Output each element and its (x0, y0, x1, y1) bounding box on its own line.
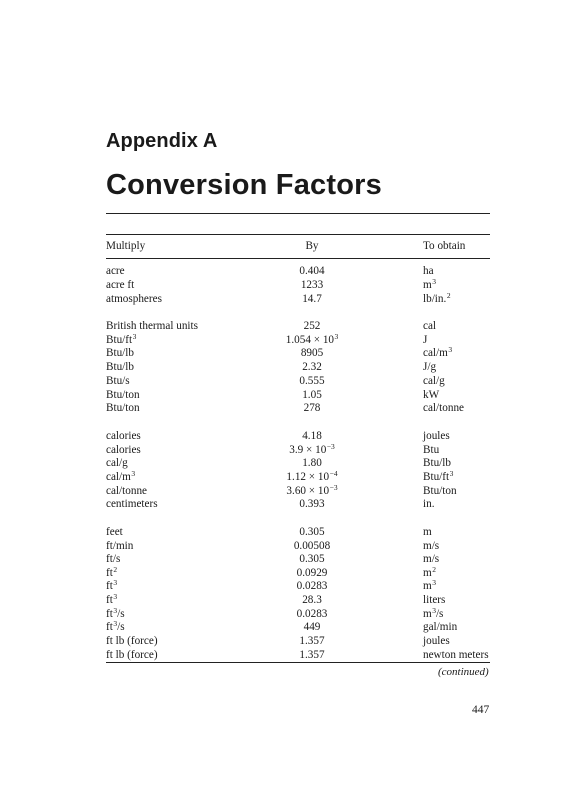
cell-to-obtain: J/g (423, 361, 437, 373)
cell-by: 0.0929 (296, 567, 328, 579)
superscript: 3 (131, 469, 136, 478)
cell-by: 0.00508 (293, 540, 331, 552)
superscript: 2 (113, 565, 118, 574)
superscript: 3 (132, 332, 137, 341)
cell-to-obtain: J (423, 334, 428, 346)
cell-multiply: ft/min (106, 540, 134, 552)
cell-by: 0.0283 (296, 580, 328, 592)
cell-to-obtain: m/s (423, 540, 440, 552)
cell-by: $3.9 \times 10^{-3}$ (289, 442, 335, 456)
cell-by: 0.393 (299, 498, 325, 510)
cell-by: 4.18 (302, 430, 322, 442)
cell-to-obtain: ha (423, 265, 434, 277)
cell-to-obtain: cal/$m^3$ (423, 345, 453, 359)
superscript: 3 (432, 606, 436, 615)
superscript: 3 (113, 606, 118, 615)
table-top-rule (106, 234, 490, 235)
cell-to-obtain: lb/in.$^2$ (423, 291, 451, 305)
page-number: 447 (472, 704, 490, 716)
continued-note: (continued) (438, 666, 489, 678)
superscript: 3 (448, 345, 453, 354)
cell-by: 278 (303, 402, 321, 414)
cell-multiply: feet (106, 526, 123, 538)
cell-to-obtain: cal (423, 320, 437, 332)
cell-by: 1.05 (302, 389, 322, 401)
cell-by: 1.357 (299, 635, 325, 647)
cell-multiply: British thermal units (106, 320, 198, 332)
cell-to-obtain: kW (423, 389, 440, 401)
cell-by: 0.555 (299, 375, 325, 387)
table-bottom-rule (106, 662, 490, 663)
cell-to-obtain: Btu/$ft^3$ (423, 469, 454, 483)
superscript: 3 (334, 332, 339, 341)
superscript: −4 (329, 469, 338, 478)
superscript: 3 (449, 469, 454, 478)
cell-multiply: cal/$m^3$ (106, 469, 136, 483)
cell-multiply: cal/g (106, 457, 128, 469)
cell-to-obtain: Btu (423, 444, 440, 456)
cell-to-obtain: joules (423, 430, 450, 442)
cell-by: 0.404 (299, 265, 325, 277)
table-header-rule (106, 258, 490, 259)
cell-by: $3.60 \times 10^{-3}$ (286, 483, 338, 497)
cell-by: 0.305 (299, 526, 325, 538)
cell-multiply: cal/tonne (106, 485, 148, 497)
cell-multiply: acre ft (106, 279, 135, 291)
cell-by: 2.32 (302, 361, 322, 373)
superscript: 3 (113, 592, 118, 601)
cell-multiply: Btu/ton (106, 389, 140, 401)
header-to-obtain: To obtain (423, 240, 466, 252)
cell-multiply: ft lb (force) (106, 635, 158, 647)
cell-to-obtain: in. (423, 498, 435, 510)
cell-by: 252 (303, 320, 321, 332)
cell-multiply: Btu/s (106, 375, 130, 387)
cell-to-obtain: m (423, 526, 432, 538)
cell-multiply: Btu/lb (106, 347, 134, 359)
cell-to-obtain: $m^2$ (423, 565, 436, 579)
cell-to-obtain: newton meters (423, 649, 489, 661)
cell-by: 28.3 (302, 594, 322, 606)
cell-by: 0.0283 (296, 608, 328, 620)
superscript: −3 (326, 442, 335, 451)
cell-by: $1.054 \times 10^3$ (285, 332, 339, 346)
cell-multiply: acre (106, 265, 125, 277)
cell-to-obtain: liters (423, 594, 446, 606)
cell-to-obtain: cal/tonne (423, 402, 465, 414)
cell-multiply: Btu/lb (106, 361, 134, 373)
cell-to-obtain: $m^3$ (423, 277, 436, 291)
title-rule (106, 213, 490, 214)
cell-multiply: calories (106, 444, 141, 456)
header-by: By (305, 240, 319, 252)
appendix-label: Appendix A (106, 130, 218, 152)
cell-multiply: $ft^3$ (106, 578, 118, 592)
header-multiply: Multiply (106, 240, 146, 252)
cell-multiply: $ft^2$ (106, 565, 118, 579)
cell-to-obtain: cal/g (423, 375, 445, 387)
cell-multiply: $ft^3$ (106, 592, 118, 606)
cell-multiply: $ft^3/s$ (106, 619, 125, 633)
cell-to-obtain: gal/min (423, 621, 458, 633)
superscript: 3 (113, 619, 118, 628)
superscript: 3 (432, 277, 436, 286)
cell-to-obtain: Btu/ton (423, 485, 457, 497)
cell-by: 1.80 (302, 457, 322, 469)
cell-multiply: atmospheres (106, 293, 162, 305)
cell-to-obtain: $m^3/s$ (423, 606, 444, 620)
page-title: Conversion Factors (106, 169, 382, 201)
cell-multiply: calories (106, 430, 141, 442)
superscript: 2 (446, 291, 451, 300)
cell-multiply: $ft^3/s$ (106, 606, 125, 620)
cell-by: 1233 (300, 279, 324, 291)
superscript: −3 (329, 483, 338, 492)
cell-multiply: ft/s (106, 553, 121, 565)
superscript: 3 (432, 578, 436, 587)
cell-multiply: ft lb (force) (106, 649, 158, 661)
cell-by: $1.12 \times 10^{-4}$ (286, 469, 338, 483)
cell-multiply: Btu/$ft^3$ (106, 332, 137, 346)
cell-by: 0.305 (299, 553, 325, 565)
cell-to-obtain: $m^3$ (423, 578, 436, 592)
cell-by: 14.7 (302, 293, 322, 305)
superscript: 2 (432, 565, 436, 574)
cell-by: 8905 (300, 347, 324, 359)
cell-multiply: centimeters (106, 498, 158, 510)
cell-multiply: Btu/ton (106, 402, 140, 414)
cell-by: 1.357 (299, 649, 325, 661)
cell-by: 449 (303, 621, 321, 633)
cell-to-obtain: Btu/lb (423, 457, 451, 469)
cell-to-obtain: m/s (423, 553, 440, 565)
cell-to-obtain: joules (423, 635, 450, 647)
superscript: 3 (113, 578, 118, 587)
